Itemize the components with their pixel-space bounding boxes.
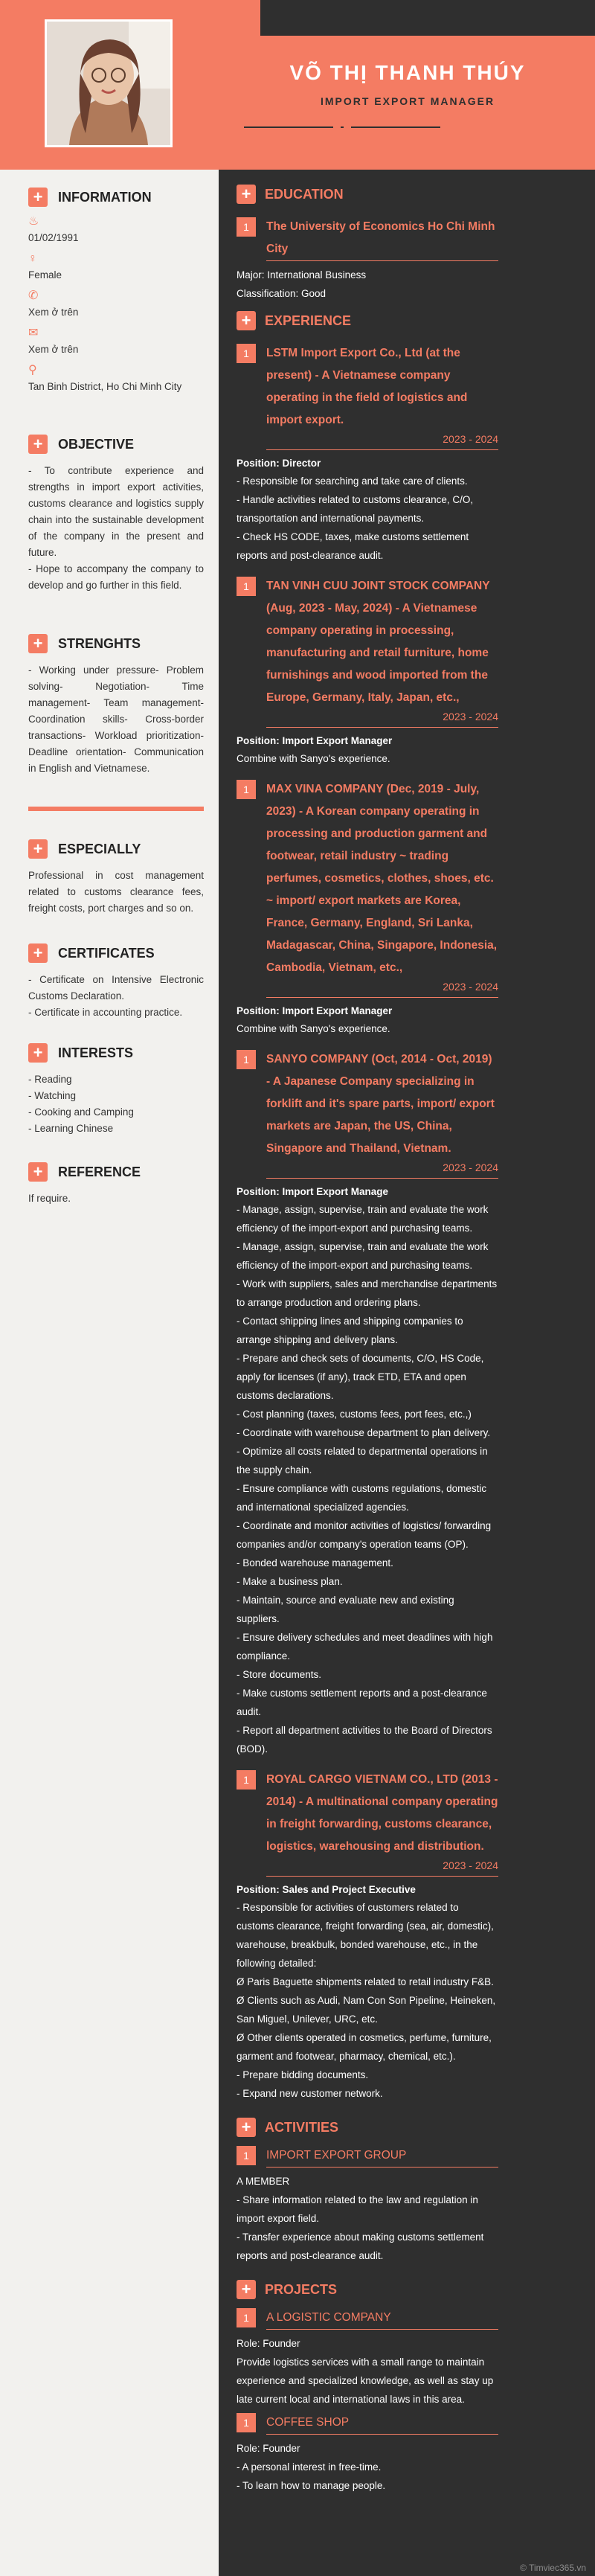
education-item xyxy=(237,216,498,260)
item-divider xyxy=(266,2434,498,2435)
address-value: Tan Binh District, Ho Chi Minh City xyxy=(28,381,182,392)
interests-section xyxy=(28,1042,204,1137)
project-description: Role: Founder - A personal interest in free-time. - To learn how to manage people. xyxy=(237,2443,386,2491)
job-description: Combine with Sanyo's experience. xyxy=(237,753,390,764)
item-number: 1 xyxy=(237,217,256,237)
certificates-text: - Certificate on Intensive Electronic Customs Declaration. - Certificate in accounting practice. xyxy=(28,974,204,1018)
activities-section xyxy=(237,2116,498,2265)
job-description: - Responsible for activities of customers related to customs clearance, freight forwarding (sea, air, domestic), warehouse, breakbulk, bonded warehouse, etc., in the following detailed: Ø Paris Baguette shipments related to retail industry F&B. Ø Clients such as Audi, Nam Con Son Pipeline, Heineken, San Miguel, Unilever, URC, etc. Ø Other clients operated in cosmetics, perfume, furniture, garment and footwear, pharmacy, chemical, etc.). - Prepare bidding documents. - Expand new customer network. xyxy=(237,1902,496,2099)
objective-section xyxy=(28,433,204,594)
activities-heading: + ACTIVITIES xyxy=(237,2116,498,2138)
objective-heading: + OBJECTIVE xyxy=(28,433,204,455)
information-section xyxy=(28,186,204,394)
job-company: SANYO COMPANY (Oct, 2014 - Oct, 2019) - A Japanese Company specializing in forklift and it's spare parts, import/ export markets are Japan, the US, China, Singapore and Thailand, Vietnam. xyxy=(266,1053,495,1155)
job-date: 2023 - 2024 xyxy=(266,433,498,450)
strengths-text: - Working under pressure- Problem solving- Negotiation- Time management- Team management- Coordination skills- Cross-border transactions- Workload prioritization- Deadline orientation- Communication in English and Vietnamese. xyxy=(28,664,204,774)
item-divider xyxy=(266,260,498,261)
item-number: 1 xyxy=(237,577,256,596)
job-position: Position: Sales and Project Executive xyxy=(237,1884,416,1895)
person-role: IMPORT EXPORT MANAGER xyxy=(320,95,495,107)
reference-text: If require. xyxy=(28,1193,71,1204)
person-name: VÕ THỊ THANH THÚY xyxy=(289,61,526,84)
activity-description: A MEMBER - Share information related to the law and regulation in import export field. - Transfer experience about making customs settlement reports and post-clearance audit. xyxy=(237,2176,484,2261)
activity-name: IMPORT EXPORT GROUP xyxy=(266,2149,407,2162)
location-icon: ⚲ xyxy=(28,364,37,377)
school-name: The University of Economics Ho Chi Minh City xyxy=(266,220,495,255)
email-icon: ✉ xyxy=(28,327,39,339)
project-description: Role: Founder Provide logistics services with a small range to maintain experience and specialized knowledge, as well as stay up late current local and international laws in this area. xyxy=(237,2338,494,2405)
reference-section xyxy=(28,1161,204,1207)
phone-value: Xem ở trên xyxy=(28,307,79,318)
divider-bar xyxy=(28,807,204,811)
item-number: 1 xyxy=(237,1770,256,1790)
job-entry xyxy=(237,778,498,1038)
certificates-heading: + CERTIFICATES xyxy=(28,942,204,964)
header-dark-tab xyxy=(260,0,595,36)
interests-heading: + INTERESTS xyxy=(28,1042,204,1064)
plus-icon: + xyxy=(237,2280,256,2299)
job-position: Position: Import Export Manager xyxy=(237,1005,393,1016)
role-underline xyxy=(244,126,571,128)
plus-icon: + xyxy=(28,435,48,454)
job-description: - Manage, assign, supervise, train and evaluate the work efficiency of the import-export and purchasing teams. - Manage, assign, supervise, train and evaluate the work efficiency of the import-export and purchasing teams. - Work with suppliers, sales and merchandise departments to arrange production and ordering plans. - Contact shipping lines and shipping companies to arrange shipping and delivery plans. - Prepare and check sets of documents, C/O, HS Code, apply for licenses (if any), track ETD, ETA and open customs declarations. - Cost planning (taxes, customs fees, port fees, etc.,) - Coordinate with warehouse department to plan delivery. - Optimize all costs related to departmental operations in the supply chain. - Ensure compliance with customs regulations, domestic and international specialized agencies. - Coordinate and monitor activities of logistics/ forwarding companies and/or company's operation teams (OP). - Bonded warehouse management. - Make a business plan. - Maintain, source and evaluate new and existing suppliers. - Ensure delivery schedules and meet deadlines with high compliance. - Store documents. - Make customs settlement reports and a post-clearance audit. - Report all department activities to the Board of Directors (BOD). xyxy=(237,1204,498,1755)
job-company: ROYAL CARGO VIETNAM CO., LTD (2013 - 2014) - A multinational company operating in freight forwarding, customs clearance, logistics, warehousing and distribution. xyxy=(266,1773,498,1853)
certificates-section xyxy=(28,942,204,1021)
plus-icon: + xyxy=(237,185,256,204)
education-details: Major: International Business Classification: Good xyxy=(237,269,367,299)
phone-icon: ✆ xyxy=(28,289,39,302)
item-number: 1 xyxy=(237,2308,256,2327)
job-position: Position: Director xyxy=(237,458,321,469)
plus-icon: + xyxy=(28,943,48,963)
reference-heading: + REFERENCE xyxy=(28,1161,204,1183)
education-heading: + EDUCATION xyxy=(237,183,498,205)
especially-section xyxy=(28,838,204,917)
experience-section xyxy=(237,310,498,2495)
project-name: COFFEE SHOP xyxy=(266,2416,350,2429)
email-value: Xem ở trên xyxy=(28,344,79,355)
item-divider xyxy=(266,2329,498,2330)
job-description: Combine with Sanyo's experience. xyxy=(237,1023,390,1034)
experience-heading: + EXPERIENCE xyxy=(237,310,498,332)
especially-heading: + ESPECIALLY xyxy=(28,838,204,860)
job-date: 2023 - 2024 xyxy=(266,981,498,998)
job-date: 2023 - 2024 xyxy=(266,711,498,728)
job-description: - Responsible for searching and take care of clients. - Handle activities related to customs clearance, C/O, transportation and international payments. - Check HS CODE, taxes, make customs settlement reports and post-clearance audit. xyxy=(237,475,474,561)
plus-icon: + xyxy=(28,1162,48,1182)
education-section xyxy=(237,183,498,303)
job-company: MAX VINA COMPANY (Dec, 2019 - July, 2023) - A Korean company operating in processing and production garment and footwear, retail industry ~ trading perfumes, cosmetics, clothes, shoes, etc. ~ import/ export markets are Korea, France, Germany, England, Sri Lanka, Madagascar, China, Singapore, Indonesia, Cambodia, Vietnam, etc., xyxy=(266,783,498,974)
plus-icon: + xyxy=(28,634,48,653)
birthday-value: 01/02/1991 xyxy=(28,232,79,243)
job-position: Position: Import Export Manager xyxy=(237,735,393,746)
job-company: LSTM Import Export Co., Ltd (at the present) - A Vietnamese company operating in the field of logistics and import export. xyxy=(266,347,468,426)
job-entry xyxy=(237,342,498,565)
job-entry xyxy=(237,1048,498,1758)
projects-section xyxy=(237,2278,498,2495)
job-company: TAN VINH CUU JOINT STOCK COMPANY (Aug, 2023 - May, 2024) - A Vietnamese company operating in processing, manufacturing and retail furniture, home furnishings and wood imported from the Europe, Germany, Italy, Japan, etc., xyxy=(266,580,490,704)
project-name: A LOGISTIC COMPANY xyxy=(266,2311,391,2324)
interests-text: - Reading - Watching - Cooking and Camping - Learning Chinese xyxy=(28,1074,134,1134)
cake-icon: ♨ xyxy=(28,215,39,228)
plus-icon: + xyxy=(28,839,48,859)
objective-text: - To contribute experience and strengths in import export activities, customs clearance and logistics supply chain into the sustainable development of the company in the present and future. - Hope to accompany the company to develop and go further in this field. xyxy=(28,465,204,591)
job-date: 2023 - 2024 xyxy=(266,1859,498,1877)
item-number: 1 xyxy=(237,1050,256,1069)
projects-heading: + PROJECTS xyxy=(237,2278,498,2301)
profile-photo xyxy=(45,19,173,147)
item-number: 1 xyxy=(237,344,256,363)
watermark: © Timviec365.vn xyxy=(520,2563,586,2573)
item-number: 1 xyxy=(237,2146,256,2165)
item-divider xyxy=(266,2167,498,2168)
plus-icon: + xyxy=(237,2118,256,2137)
especially-text: Professional in cost management related to customs clearance fees, freight costs, port charges and so on. xyxy=(28,870,204,914)
job-entry xyxy=(237,575,498,768)
information-heading: + INFORMATION xyxy=(28,186,204,208)
plus-icon: + xyxy=(237,311,256,330)
plus-icon: + xyxy=(28,1043,48,1063)
strengths-section xyxy=(28,632,204,777)
job-entry xyxy=(237,1769,498,2103)
strengths-heading: + STRENGHTS xyxy=(28,632,204,655)
job-date: 2023 - 2024 xyxy=(266,1162,498,1179)
item-number: 1 xyxy=(237,2413,256,2432)
item-number: 1 xyxy=(237,780,256,799)
job-position: Position: Import Export Manage xyxy=(237,1186,389,1197)
plus-icon: + xyxy=(28,188,48,207)
gender-value: Female xyxy=(28,269,62,281)
gender-icon: ♀ xyxy=(28,252,37,265)
